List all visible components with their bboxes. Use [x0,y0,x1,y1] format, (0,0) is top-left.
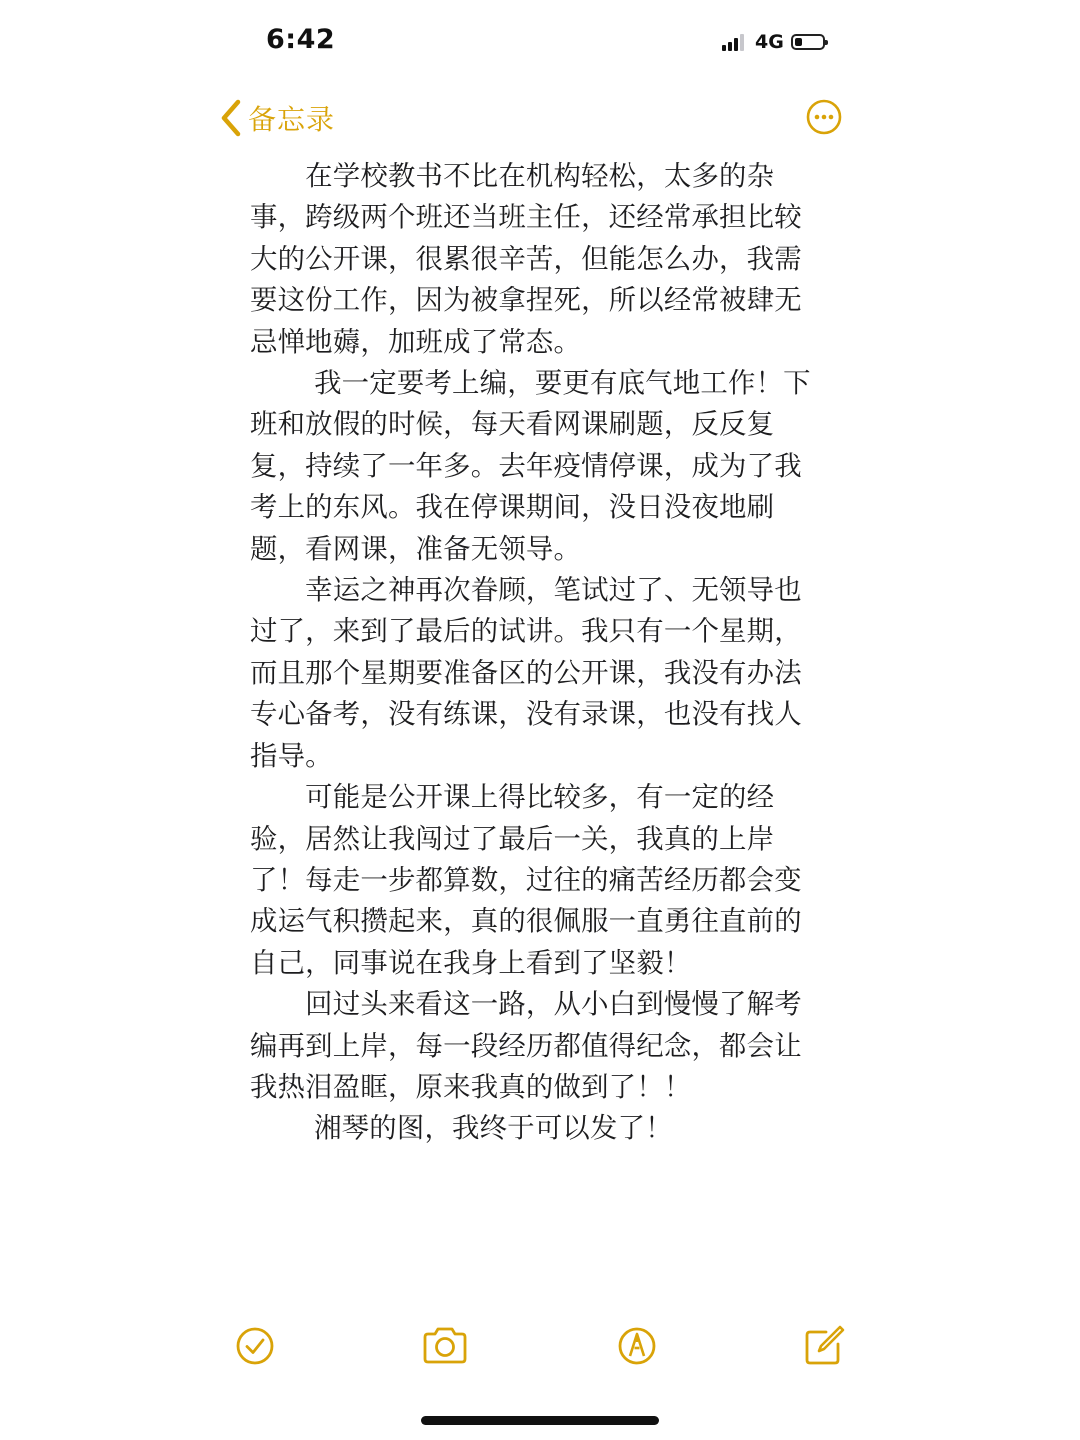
note-paragraph: 湘琴的图，我终于可以发了！ [250,1113,673,1145]
markup-pen-icon [613,1322,661,1370]
note-body[interactable] [250,156,812,1150]
cellular-signal-icon [722,33,746,51]
note-paragraph: 在学校教书不比在机构轻松，太多的杂事，跨级两个班还当班主任，还经常承担比较大的公开课，很累很辛苦，但能怎么办，我需要这份工作，因为被拿捏死，所以经常被肆无忌惮地薅，加班成了常态。 [250,161,802,358]
status-time: 6:42 [266,24,336,55]
status-bar [0,0,1080,84]
more-options-button[interactable] [806,99,842,135]
ellipsis-circle-icon [806,99,842,135]
chevron-left-icon [218,98,244,138]
compose-button[interactable] [800,1322,848,1370]
battery-level [795,38,802,46]
status-indicators [722,30,825,54]
markup-button[interactable] [613,1322,661,1370]
checklist-icon [231,1322,279,1370]
note-paragraph: 回过头来看这一路，从小白到慢慢了解考编再到上岸，每一段经历都值得纪念，都会让我热泪盈眶，原来我真的做到了！！ [250,989,802,1103]
note-paragraph: 我一定要考上编，要更有底气地工作！下班和放假的时候，每天看网课刷题，反反复复，持续了一年多。去年疫情停课，成为了我考上的东风。我在停课期间，没日没夜地刷题，看网课，准备无领导。 [250,368,811,565]
camera-icon [421,1322,469,1370]
home-indicator[interactable] [421,1416,659,1425]
checklist-button[interactable] [231,1322,279,1370]
battery-tip [825,40,828,45]
camera-button[interactable] [421,1322,469,1370]
note-paragraph: 幸运之神再次眷顾，笔试过了、无领导也过了，来到了最后的试讲。我只有一个星期，而且那个星期要准备区的公开课，我没有办法专心备考，没有练课，没有录课，也没有找人指导。 [250,575,802,772]
battery-icon [791,34,825,50]
bottom-toolbar [0,1322,1080,1372]
back-button[interactable] [218,96,335,140]
network-type: 4G [755,31,784,53]
compose-icon [800,1322,848,1370]
note-paragraph: 可能是公开课上得比较多，有一定的经验，居然让我闯过了最后一关，我真的上岸了！每走一步都算数，过往的痛苦经历都会变成运气积攒起来，真的很佩服一直勇往直前的自己，同事说在我身上看到了坚毅！ [250,782,802,979]
back-label: 备忘录 [248,103,336,136]
